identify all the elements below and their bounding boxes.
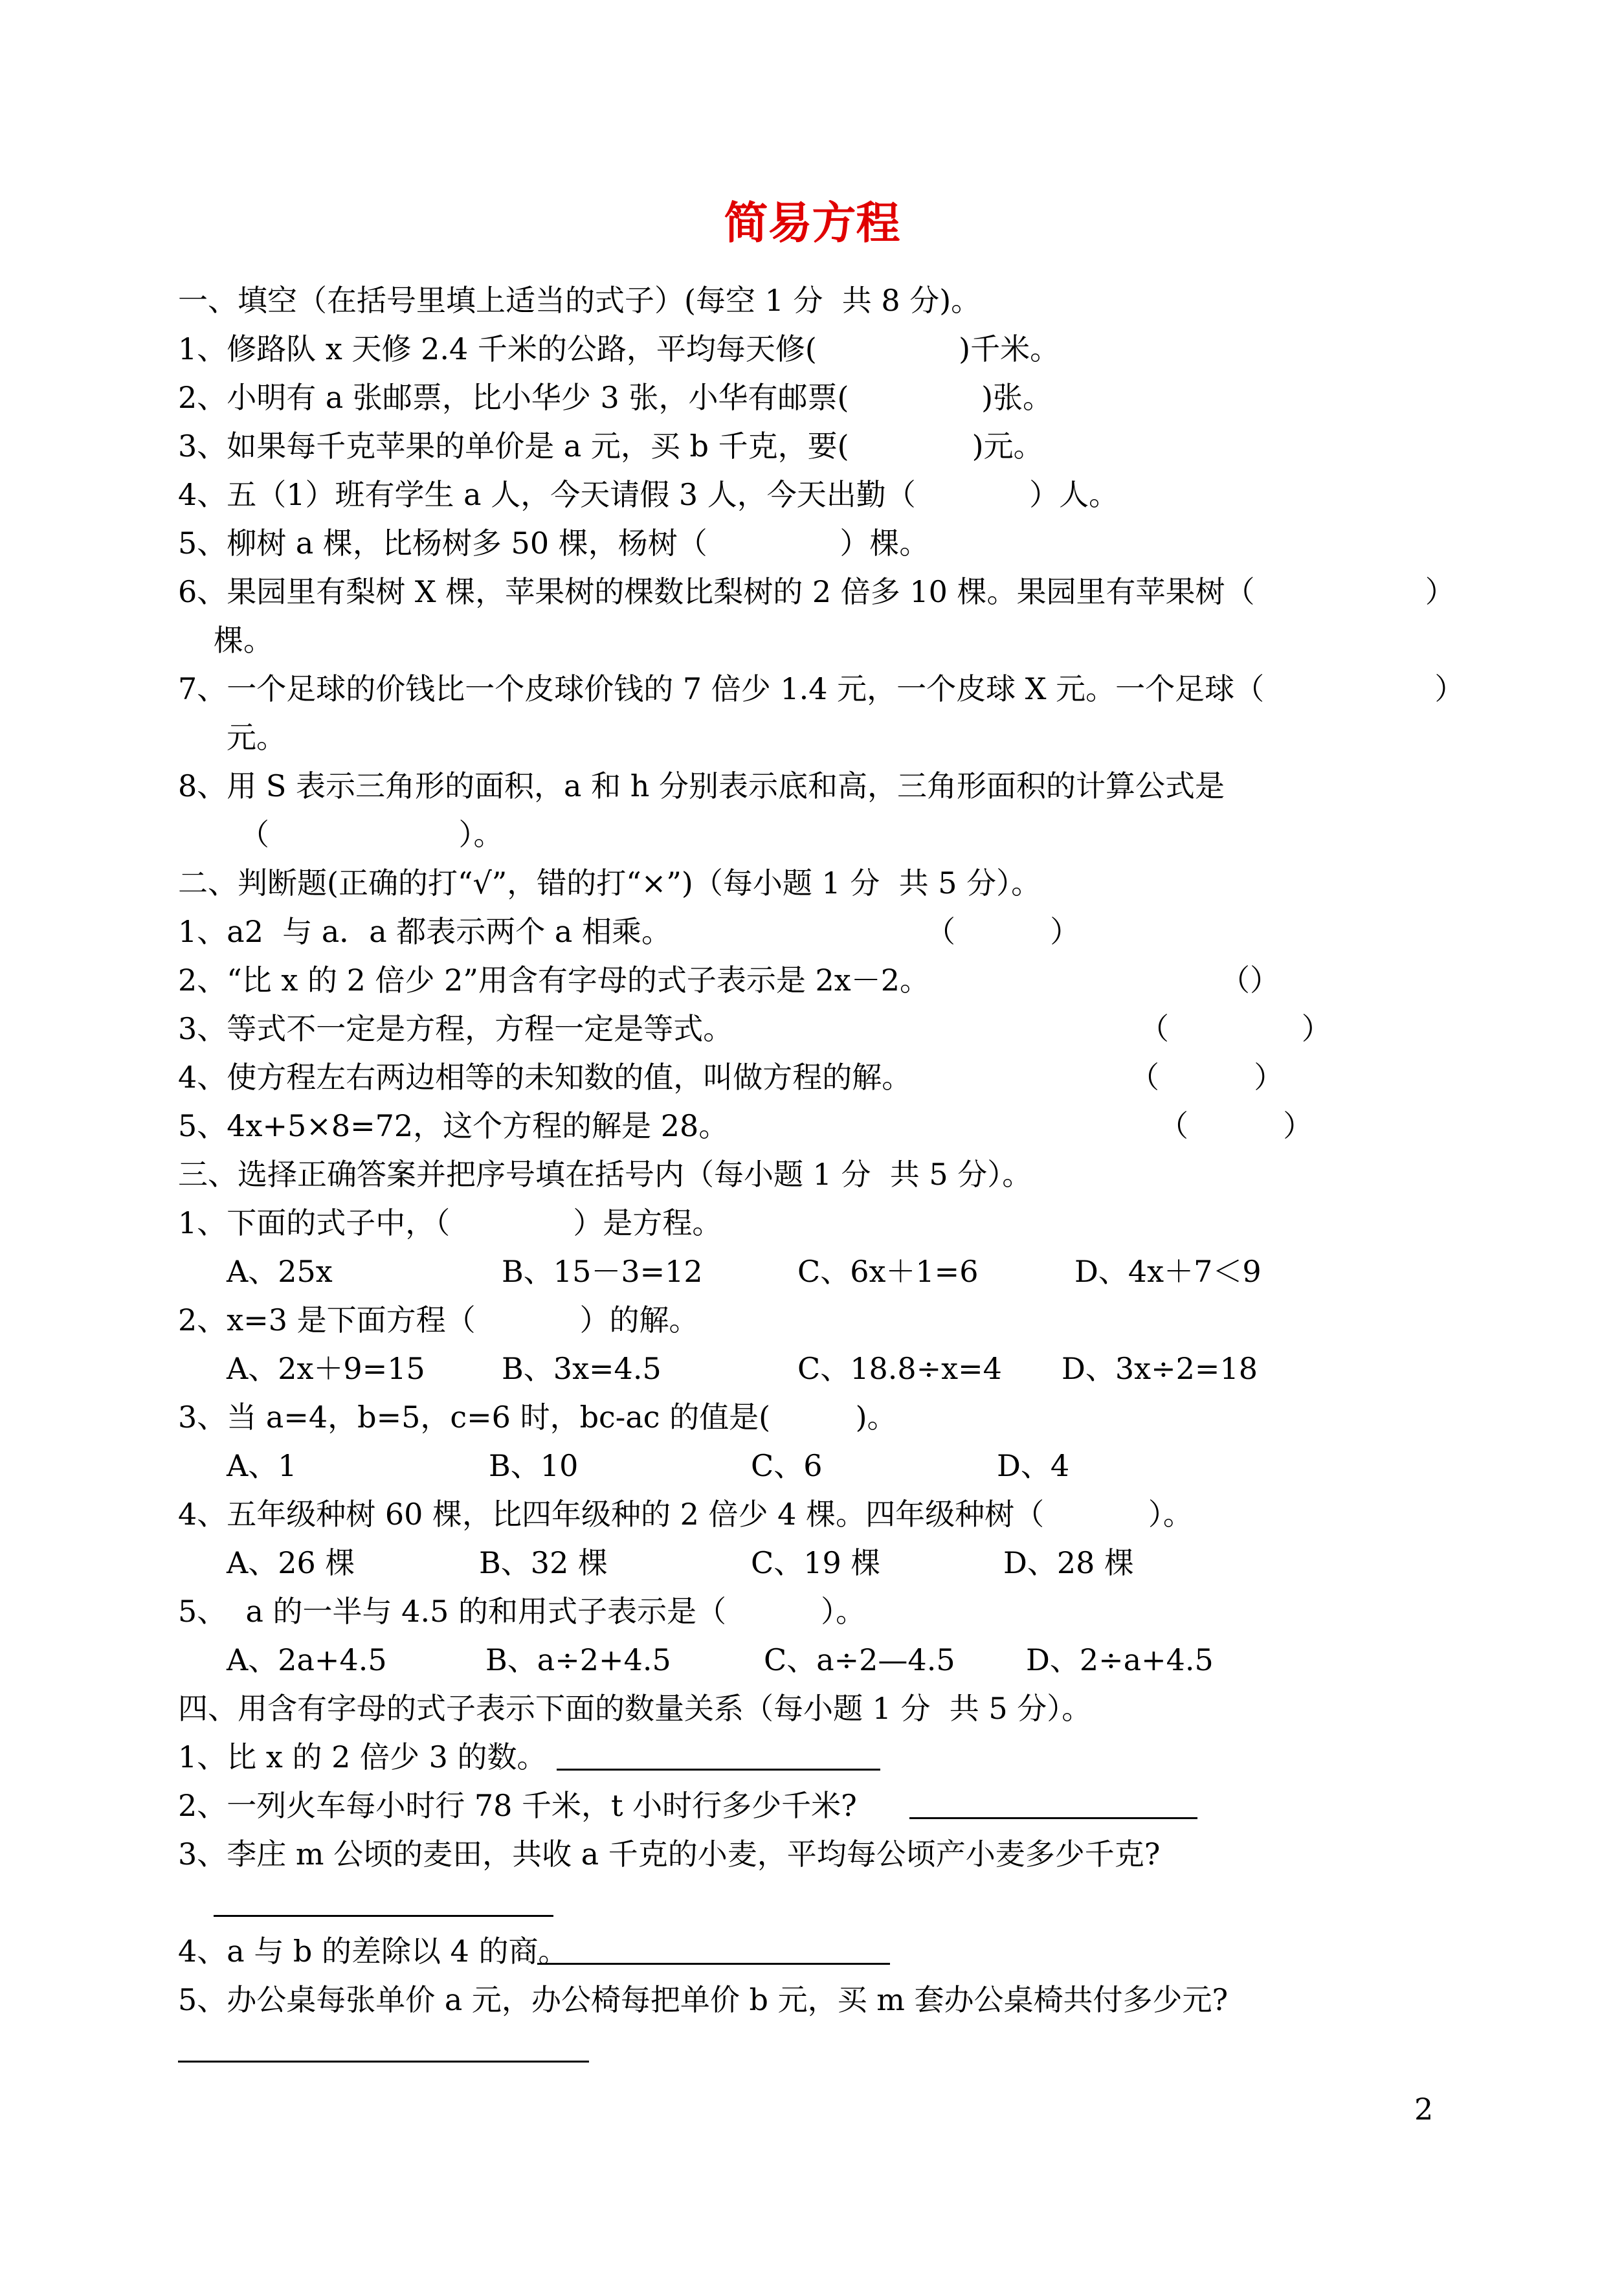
choice-4-option-c: C、19 棵 <box>751 1545 881 1580</box>
fill-question-2: 2、小明有 a 张邮票，比小华少 3 张，小华有邮票( )张。 <box>178 380 1053 415</box>
expr-question-3: 3、李庄 m 公顷的麦田，共收 a 千克的小麦，平均每公顷产小麦多少千克? <box>178 1837 1161 1872</box>
fill-question-4: 4、五（1）班有学生 a 人，今天请假 3 人，今天出勤（ ）人。 <box>178 477 1119 512</box>
answer-line-1 <box>557 1769 880 1771</box>
fill-question-8-cont: （ ）。 <box>239 817 504 852</box>
page-title: 简易方程 <box>724 197 900 249</box>
judge-question-4: 4、使方程左右两边相等的未知数的值，叫做方程的解。 <box>178 1060 912 1095</box>
choice-4-option-b: B、32 棵 <box>479 1545 608 1580</box>
choice-4-option-a: A、26 棵 <box>227 1545 355 1580</box>
section-2-heading: 二、判断题(正确的打“√”，错的打“×”)（每小题 1 分 共 5 分）。 <box>178 866 1041 900</box>
judge-answer-3: （ ） <box>1139 1011 1331 1046</box>
choice-2-option-a: A、2x＋9=15 <box>227 1351 425 1386</box>
choice-1-option-c: C、6x＋1=6 <box>797 1254 979 1289</box>
choice-5-option-b: B、a÷2+4.5 <box>485 1642 671 1677</box>
fill-question-8: 8、用 S 表示三角形的面积，a 和 h 分别表示底和高，三角形面积的计算公式是 <box>178 768 1225 803</box>
choice-question-3: 3、当 a=4，b=5，c=6 时，bc-ac 的值是( )。 <box>178 1400 897 1435</box>
judge-answer-5: （ ） <box>1159 1108 1313 1143</box>
choice-3-option-a: A、1 <box>227 1448 297 1483</box>
judge-question-5: 5、4x+5×8=72，这个方程的解是 28。 <box>178 1108 729 1143</box>
fill-question-7-cont: 元。 <box>227 720 286 755</box>
fill-question-3: 3、如果每千克苹果的单价是 a 元，买 b 千克，要( )元。 <box>178 429 1043 464</box>
answer-line-4 <box>537 1963 890 1965</box>
choice-3-option-c: C、6 <box>751 1448 823 1483</box>
choice-5-option-a: A、2a+4.5 <box>227 1642 387 1677</box>
judge-answer-2: （） <box>1220 963 1280 998</box>
choice-question-2: 2、x=3 是下面方程（ ）的解。 <box>178 1303 699 1337</box>
fill-question-7: 7、一个足球的价钱比一个皮球价钱的 7 倍少 1.4 元，一个皮球 X 元。一个足球（ ） <box>178 671 1465 706</box>
choice-1-option-b: B、15－3=12 <box>502 1254 703 1289</box>
section-1-heading: 一、填空（在括号里填上适当的式子）(每空 1 分 共 8 分)。 <box>178 283 981 318</box>
expr-question-5: 5、办公桌每张单价 a 元，办公椅每把单价 b 元，买 m 套办公桌椅共付多少元? <box>178 1982 1229 2017</box>
judge-answer-1: （ ） <box>926 914 1080 949</box>
choice-1-option-d: D、4x＋7＜9 <box>1074 1254 1262 1289</box>
choice-2-option-d: D、3x÷2=18 <box>1062 1351 1258 1386</box>
fill-question-5: 5、柳树 a 棵，比杨树多 50 棵，杨树（ ）棵。 <box>178 526 929 561</box>
fill-question-6-cont: 棵。 <box>214 623 273 658</box>
judge-question-3: 3、等式不一定是方程，方程一定是等式。 <box>178 1011 733 1046</box>
choice-question-1: 1、下面的式子中，（ ）是方程。 <box>178 1205 722 1240</box>
fill-question-6: 6、果园里有梨树 X 棵，苹果树的棵数比梨树的 2 倍多 10 棵。果园里有苹果树（ ） <box>178 574 1455 609</box>
choice-question-5: 5、 a 的一半与 4.5 的和用式子表示是（ ）。 <box>178 1594 866 1629</box>
choice-4-option-d: D、28 棵 <box>1003 1545 1135 1580</box>
page-number: 2 <box>1414 2092 1434 2127</box>
expr-question-1: 1、比 x 的 2 倍少 3 的数。 <box>178 1739 547 1774</box>
choice-1-option-a: A、25x <box>227 1254 333 1289</box>
section-3-heading: 三、选择正确答案并把序号填在括号内（每小题 1 分 共 5 分）。 <box>178 1157 1032 1192</box>
expr-question-4: 4、a 与 b 的差除以 4 的商。 <box>178 1934 568 1969</box>
section-4-heading: 四、用含有字母的式子表示下面的数量关系（每小题 1 分 共 5 分）。 <box>178 1691 1092 1726</box>
choice-3-option-d: D、4 <box>997 1448 1070 1483</box>
expr-question-2: 2、一列火车每小时行 78 千米，t 小时行多少千米? <box>178 1788 857 1823</box>
choice-2-option-c: C、18.8÷x=4 <box>797 1351 1002 1386</box>
answer-line-5 <box>178 2061 589 2063</box>
choice-5-option-c: C、a÷2—4.5 <box>764 1642 955 1677</box>
fill-question-1: 1、修路队 x 天修 2.4 千米的公路，平均每天修( )千米。 <box>178 331 1060 366</box>
choice-question-4: 4、五年级种树 60 棵，比四年级种的 2 倍少 4 棵。四年级种树（ ）。 <box>178 1497 1193 1532</box>
choice-2-option-b: B、3x=4.5 <box>502 1351 662 1386</box>
judge-question-1: 1、a2 与 a．a 都表示两个 a 相乘。 <box>178 914 671 949</box>
judge-question-2: 2、“比 x 的 2 倍少 2”用含有字母的式子表示是 2x－2。 <box>178 963 929 998</box>
answer-line-2 <box>909 1817 1197 1819</box>
choice-5-option-d: D、2÷a+4.5 <box>1026 1642 1214 1677</box>
answer-line-3 <box>214 1915 553 1917</box>
judge-answer-4: （ ） <box>1129 1060 1284 1095</box>
choice-3-option-b: B、10 <box>489 1448 579 1483</box>
